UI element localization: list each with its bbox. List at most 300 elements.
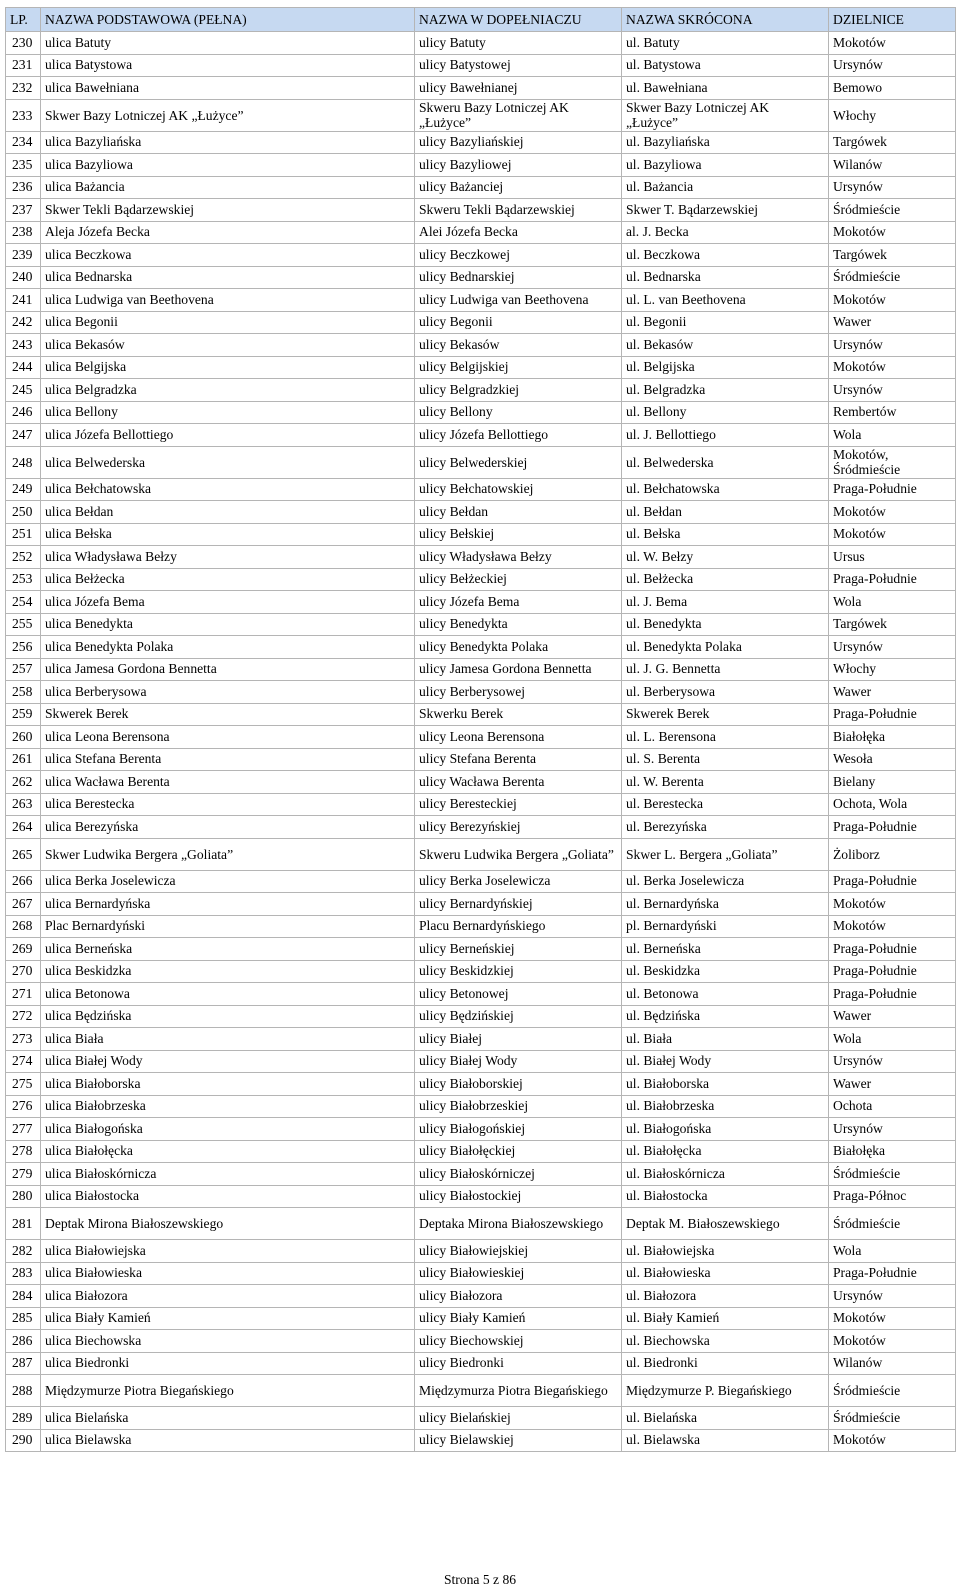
row-genitive: ulicy Bażanciej: [415, 176, 622, 199]
row-genitive: ulicy Belgradzkiej: [415, 379, 622, 402]
row-full-name: ulica Beczkowa: [41, 244, 415, 267]
row-lp: 259: [6, 703, 41, 726]
row-lp: 274: [6, 1050, 41, 1073]
row-lp: 244: [6, 356, 41, 379]
table-row: [6, 54, 956, 77]
table-row: [6, 1307, 956, 1330]
table-row: [6, 681, 956, 704]
row-lp: 275: [6, 1073, 41, 1096]
row-lp: 276: [6, 1095, 41, 1118]
table-body: [6, 32, 956, 1452]
row-lp: 241: [6, 289, 41, 312]
table-row: [6, 726, 956, 749]
row-lp: 250: [6, 501, 41, 524]
header-districts: DZIELNICE: [829, 8, 956, 32]
table-row: [6, 1375, 956, 1407]
row-districts: Ursynów: [829, 1285, 956, 1308]
row-lp: 246: [6, 401, 41, 424]
row-districts: Mokotów: [829, 501, 956, 524]
row-full-name: ulica Białobrzeska: [41, 1095, 415, 1118]
row-genitive: ulicy Bazyliowej: [415, 154, 622, 177]
table-row: [6, 1185, 956, 1208]
row-lp: 264: [6, 816, 41, 839]
row-lp: 280: [6, 1185, 41, 1208]
table-row: [6, 154, 956, 177]
row-short-name: ul. W. Berenta: [622, 771, 829, 794]
header-genitive: NAZWA W DOPEŁNIACZU: [415, 8, 622, 32]
row-full-name: ulica Belwederska: [41, 446, 415, 478]
row-districts: Śródmieście: [829, 266, 956, 289]
table-row: [6, 1050, 956, 1073]
row-genitive: ulicy Betonowej: [415, 983, 622, 1006]
row-lp: 233: [6, 99, 41, 131]
row-full-name: ulica Bellony: [41, 401, 415, 424]
row-genitive: ulicy Batystowej: [415, 54, 622, 77]
table-row: [6, 1073, 956, 1096]
row-genitive: ulicy Bełskiej: [415, 523, 622, 546]
row-short-name: ul. W. Bełzy: [622, 546, 829, 569]
row-short-name: ul. Bełżecka: [622, 568, 829, 591]
row-short-name: ul. Biedronki: [622, 1352, 829, 1375]
row-genitive: ulicy Belgijskiej: [415, 356, 622, 379]
row-lp: 238: [6, 221, 41, 244]
row-short-name: ul. Batystowa: [622, 54, 829, 77]
table-row: [6, 703, 956, 726]
row-genitive: ulicy Belwederskiej: [415, 446, 622, 478]
row-genitive: ulicy Begonii: [415, 311, 622, 334]
row-full-name: ulica Benedykta Polaka: [41, 636, 415, 659]
row-genitive: Placu Bernardyńskiego: [415, 915, 622, 938]
row-full-name: ulica Białoborska: [41, 1073, 415, 1096]
row-districts: Wola: [829, 1240, 956, 1263]
row-short-name: ul. Belwederska: [622, 446, 829, 478]
row-full-name: ulica Berezyńska: [41, 816, 415, 839]
row-districts: Ursynów: [829, 1118, 956, 1141]
row-genitive: ulicy Będzińskiej: [415, 1005, 622, 1028]
table-row: [6, 77, 956, 100]
row-full-name: ulica Bełchatowska: [41, 478, 415, 501]
row-full-name: Skwer Tekli Bądarzewskiej: [41, 199, 415, 222]
header-lp: LP.: [6, 8, 41, 32]
row-full-name: ulica Bełżecka: [41, 568, 415, 591]
table-row: [6, 379, 956, 402]
row-genitive: ulicy Białogońskiej: [415, 1118, 622, 1141]
row-lp: 245: [6, 379, 41, 402]
table-row: [6, 199, 956, 222]
row-lp: 266: [6, 870, 41, 893]
row-short-name: ul. Bażancia: [622, 176, 829, 199]
header-row: [6, 8, 956, 32]
row-lp: 234: [6, 131, 41, 154]
table-row: [6, 1285, 956, 1308]
row-full-name: ulica Bełdan: [41, 501, 415, 524]
row-genitive: ulicy Józefa Bema: [415, 591, 622, 614]
row-short-name: ul. Berezyńska: [622, 816, 829, 839]
row-lp: 285: [6, 1307, 41, 1330]
table-row: [6, 793, 956, 816]
row-districts: Włochy: [829, 99, 956, 131]
row-short-name: ul. Bernardyńska: [622, 893, 829, 916]
row-full-name: ulica Beskidzka: [41, 960, 415, 983]
table-row: [6, 591, 956, 614]
table-row: [6, 424, 956, 447]
row-full-name: ulica Betonowa: [41, 983, 415, 1006]
row-districts: Ursynów: [829, 54, 956, 77]
row-full-name: ulica Biedronki: [41, 1352, 415, 1375]
row-districts: Mokotów, Śródmieście: [829, 446, 956, 478]
row-lp: 262: [6, 771, 41, 794]
row-full-name: ulica Białowieska: [41, 1262, 415, 1285]
row-full-name: ulica Stefana Berenta: [41, 748, 415, 771]
row-districts: Mokotów: [829, 1429, 956, 1452]
row-genitive: ulicy Beczkowej: [415, 244, 622, 267]
row-genitive: ulicy Berezyńskiej: [415, 816, 622, 839]
table-row: [6, 915, 956, 938]
row-genitive: ulicy Bernardyńskiej: [415, 893, 622, 916]
row-districts: Śródmieście: [829, 1163, 956, 1186]
row-districts: Mokotów: [829, 1307, 956, 1330]
row-full-name: ulica Ludwiga van Beethovena: [41, 289, 415, 312]
row-short-name: ul. Belgijska: [622, 356, 829, 379]
row-short-name: ul. Bazyliowa: [622, 154, 829, 177]
row-districts: Wawer: [829, 1005, 956, 1028]
row-districts: Wilanów: [829, 154, 956, 177]
header-short-name: NAZWA SKRÓCONA: [622, 8, 829, 32]
row-short-name: Skwer T. Bądarzewskiej: [622, 199, 829, 222]
row-full-name: ulica Białowiejska: [41, 1240, 415, 1263]
row-lp: 230: [6, 32, 41, 55]
row-lp: 272: [6, 1005, 41, 1028]
table-row: [6, 1429, 956, 1452]
row-genitive: ulicy Białoskórniczej: [415, 1163, 622, 1186]
table-row: [6, 99, 956, 131]
row-short-name: ul. Bielańska: [622, 1407, 829, 1430]
row-lp: 269: [6, 938, 41, 961]
row-districts: Praga-Północ: [829, 1185, 956, 1208]
row-lp: 273: [6, 1028, 41, 1051]
table-row: [6, 816, 956, 839]
row-lp: 236: [6, 176, 41, 199]
row-lp: 286: [6, 1330, 41, 1353]
row-full-name: ulica Benedykta: [41, 613, 415, 636]
table-row: [6, 1407, 956, 1430]
page-number: Strona 5 z 86: [443, 1572, 517, 1587]
row-genitive: ulicy Białowiejskiej: [415, 1240, 622, 1263]
row-districts: Bemowo: [829, 77, 956, 100]
row-genitive: ulicy Benedykta: [415, 613, 622, 636]
table-row: [6, 658, 956, 681]
row-full-name: ulica Biała: [41, 1028, 415, 1051]
table-row: [6, 1118, 956, 1141]
row-lp: 251: [6, 523, 41, 546]
row-genitive: ulicy Białozora: [415, 1285, 622, 1308]
row-genitive: ulicy Białej: [415, 1028, 622, 1051]
table-row: [6, 501, 956, 524]
row-genitive: ulicy Bełżeckiej: [415, 568, 622, 591]
table-row: [6, 838, 956, 870]
row-districts: Targówek: [829, 244, 956, 267]
row-districts: Wola: [829, 1028, 956, 1051]
row-districts: Wawer: [829, 681, 956, 704]
row-full-name: ulica Bawełniana: [41, 77, 415, 100]
row-lp: 284: [6, 1285, 41, 1308]
row-short-name: ul. Bawełniana: [622, 77, 829, 100]
row-districts: Śródmieście: [829, 199, 956, 222]
row-genitive: ulicy Berka Joselewicza: [415, 870, 622, 893]
table-row: [6, 311, 956, 334]
row-districts: Mokotów: [829, 893, 956, 916]
row-full-name: ulica Bednarska: [41, 266, 415, 289]
row-lp: 242: [6, 311, 41, 334]
row-districts: Włochy: [829, 658, 956, 681]
row-short-name: ul. J. Bellottiego: [622, 424, 829, 447]
row-lp: 249: [6, 478, 41, 501]
row-genitive: ulicy Benedykta Polaka: [415, 636, 622, 659]
row-short-name: pl. Bernardyński: [622, 915, 829, 938]
row-lp: 270: [6, 960, 41, 983]
row-genitive: ulicy Białołęckiej: [415, 1140, 622, 1163]
table-row: [6, 289, 956, 312]
row-districts: Ursynów: [829, 1050, 956, 1073]
row-short-name: ul. Belgradzka: [622, 379, 829, 402]
row-short-name: ul. Bekasów: [622, 334, 829, 357]
row-lp: 252: [6, 546, 41, 569]
table-row: [6, 1163, 956, 1186]
table-row: [6, 131, 956, 154]
row-lp: 240: [6, 266, 41, 289]
row-genitive: ulicy Berberysowej: [415, 681, 622, 704]
row-districts: Praga-Południe: [829, 1262, 956, 1285]
row-full-name: ulica Będzińska: [41, 1005, 415, 1028]
row-lp: 263: [6, 793, 41, 816]
row-full-name: ulica Biechowska: [41, 1330, 415, 1353]
table-row: [6, 1330, 956, 1353]
table-row: [6, 1352, 956, 1375]
row-genitive: ulicy Beresteckiej: [415, 793, 622, 816]
row-full-name: ulica Bernardyńska: [41, 893, 415, 916]
table-row: [6, 401, 956, 424]
row-lp: 260: [6, 726, 41, 749]
row-full-name: ulica Józefa Bema: [41, 591, 415, 614]
row-short-name: ul. Betonowa: [622, 983, 829, 1006]
row-genitive: ulicy Bielańskiej: [415, 1407, 622, 1430]
row-districts: Białołęka: [829, 726, 956, 749]
row-districts: Wola: [829, 591, 956, 614]
row-short-name: ul. J. G. Bennetta: [622, 658, 829, 681]
table-row: [6, 893, 956, 916]
row-genitive: ulicy Beskidzkiej: [415, 960, 622, 983]
row-districts: Ursynów: [829, 636, 956, 659]
row-short-name: ul. L. van Beethovena: [622, 289, 829, 312]
row-districts: Praga-Południe: [829, 983, 956, 1006]
row-districts: Ursynów: [829, 334, 956, 357]
table-row: [6, 1240, 956, 1263]
row-lp: 278: [6, 1140, 41, 1163]
row-full-name: Skwerek Berek: [41, 703, 415, 726]
row-full-name: ulica Białej Wody: [41, 1050, 415, 1073]
row-full-name: ulica Batystowa: [41, 54, 415, 77]
row-lp: 239: [6, 244, 41, 267]
row-lp: 257: [6, 658, 41, 681]
row-districts: Śródmieście: [829, 1407, 956, 1430]
row-full-name: Skwer Ludwika Bergera „Goliata”: [41, 838, 415, 870]
row-full-name: ulica Berberysowa: [41, 681, 415, 704]
row-lp: 247: [6, 424, 41, 447]
row-districts: Bielany: [829, 771, 956, 794]
row-genitive: ulicy Wacława Berenta: [415, 771, 622, 794]
row-lp: 237: [6, 199, 41, 222]
row-lp: 258: [6, 681, 41, 704]
row-short-name: ul. Berberysowa: [622, 681, 829, 704]
row-districts: Wilanów: [829, 1352, 956, 1375]
row-districts: Ochota: [829, 1095, 956, 1118]
row-genitive: ulicy Białobrzeskiej: [415, 1095, 622, 1118]
row-short-name: ul. Bazyliańska: [622, 131, 829, 154]
table-row: [6, 1140, 956, 1163]
row-short-name: Międzymurze P. Biegańskiego: [622, 1375, 829, 1407]
row-full-name: Skwer Bazy Lotniczej AK „Łużyce”: [41, 99, 415, 131]
row-lp: 255: [6, 613, 41, 636]
row-genitive: ulicy Batuty: [415, 32, 622, 55]
row-districts: Praga-Południe: [829, 816, 956, 839]
row-short-name: ul. Bednarska: [622, 266, 829, 289]
row-genitive: ulicy Białostockiej: [415, 1185, 622, 1208]
table-row: [6, 266, 956, 289]
row-genitive: ulicy Berneńskiej: [415, 938, 622, 961]
row-full-name: ulica Belgradzka: [41, 379, 415, 402]
row-short-name: Skwerek Berek: [622, 703, 829, 726]
row-districts: Wola: [829, 424, 956, 447]
row-short-name: ul. Bełska: [622, 523, 829, 546]
row-full-name: ulica Wacława Berenta: [41, 771, 415, 794]
table-row: [6, 1028, 956, 1051]
table-row: [6, 748, 956, 771]
row-districts: Śródmieście: [829, 1375, 956, 1407]
table-row: [6, 636, 956, 659]
row-genitive: ulicy Biechowskiej: [415, 1330, 622, 1353]
row-lp: 267: [6, 893, 41, 916]
row-genitive: ulicy Bednarskiej: [415, 266, 622, 289]
table-row: [6, 983, 956, 1006]
row-districts: Targówek: [829, 131, 956, 154]
row-short-name: ul. Białowiejska: [622, 1240, 829, 1263]
row-short-name: ul. Beskidzka: [622, 960, 829, 983]
row-short-name: ul. S. Berenta: [622, 748, 829, 771]
row-short-name: ul. Benedykta Polaka: [622, 636, 829, 659]
row-full-name: Deptak Mirona Białoszewskiego: [41, 1208, 415, 1240]
row-lp: 288: [6, 1375, 41, 1407]
row-full-name: Aleja Józefa Becka: [41, 221, 415, 244]
row-districts: Wawer: [829, 311, 956, 334]
row-genitive: ulicy Białoborskiej: [415, 1073, 622, 1096]
row-short-name: ul. Białoborska: [622, 1073, 829, 1096]
row-full-name: ulica Batuty: [41, 32, 415, 55]
row-genitive: ulicy Jamesa Gordona Bennetta: [415, 658, 622, 681]
row-genitive: ulicy Bawełnianej: [415, 77, 622, 100]
table-row: [6, 356, 956, 379]
row-districts: Praga-Południe: [829, 870, 956, 893]
row-short-name: ul. Białołęcka: [622, 1140, 829, 1163]
row-lp: 253: [6, 568, 41, 591]
row-genitive: ulicy Biały Kamień: [415, 1307, 622, 1330]
row-short-name: ul. Białowieska: [622, 1262, 829, 1285]
row-short-name: ul. Beczkowa: [622, 244, 829, 267]
table-row: [6, 1208, 956, 1240]
table-row: [6, 546, 956, 569]
table-row: [6, 1262, 956, 1285]
row-lp: 279: [6, 1163, 41, 1186]
row-genitive: Deptaka Mirona Białoszewskiego: [415, 1208, 622, 1240]
row-genitive: Skweru Ludwika Bergera „Goliata”: [415, 838, 622, 870]
row-genitive: ulicy Białowieskiej: [415, 1262, 622, 1285]
table-row: [6, 523, 956, 546]
row-full-name: ulica Berka Joselewicza: [41, 870, 415, 893]
row-districts: Śródmieście: [829, 1208, 956, 1240]
row-genitive: Alei Józefa Becka: [415, 221, 622, 244]
row-districts: Żoliborz: [829, 838, 956, 870]
row-lp: 277: [6, 1118, 41, 1141]
row-short-name: ul. Białogońska: [622, 1118, 829, 1141]
row-genitive: Skweru Tekli Bądarzewskiej: [415, 199, 622, 222]
row-districts: Wesoła: [829, 748, 956, 771]
table-row: [6, 176, 956, 199]
row-short-name: ul. J. Bema: [622, 591, 829, 614]
streets-table: [5, 7, 956, 1452]
row-full-name: ulica Berneńska: [41, 938, 415, 961]
row-genitive: Skwerku Berek: [415, 703, 622, 726]
row-full-name: ulica Bełska: [41, 523, 415, 546]
row-districts: Praga-Południe: [829, 478, 956, 501]
row-lp: 287: [6, 1352, 41, 1375]
row-lp: 243: [6, 334, 41, 357]
row-lp: 268: [6, 915, 41, 938]
row-districts: Wawer: [829, 1073, 956, 1096]
row-districts: Ursynów: [829, 379, 956, 402]
table-row: [6, 221, 956, 244]
row-full-name: ulica Władysława Bełzy: [41, 546, 415, 569]
row-districts: Targówek: [829, 613, 956, 636]
row-lp: 232: [6, 77, 41, 100]
table-row: [6, 938, 956, 961]
row-lp: 282: [6, 1240, 41, 1263]
row-full-name: ulica Bekasów: [41, 334, 415, 357]
row-genitive: Skweru Bazy Lotniczej AK „Łużyce”: [415, 99, 622, 131]
row-short-name: ul. Berestecka: [622, 793, 829, 816]
row-districts: Mokotów: [829, 356, 956, 379]
row-short-name: ul. Bełdan: [622, 501, 829, 524]
row-short-name: al. J. Becka: [622, 221, 829, 244]
row-short-name: ul. Batuty: [622, 32, 829, 55]
row-genitive: ulicy Leona Berensona: [415, 726, 622, 749]
row-full-name: ulica Bazyliowa: [41, 154, 415, 177]
row-full-name: ulica Białozora: [41, 1285, 415, 1308]
row-districts: Praga-Południe: [829, 568, 956, 591]
row-full-name: Plac Bernardyński: [41, 915, 415, 938]
row-full-name: ulica Bazyliańska: [41, 131, 415, 154]
row-genitive: ulicy Bełchatowskiej: [415, 478, 622, 501]
row-short-name: ul. Będzińska: [622, 1005, 829, 1028]
row-lp: 235: [6, 154, 41, 177]
row-districts: Ursynów: [829, 176, 956, 199]
row-short-name: ul. Białoskórnicza: [622, 1163, 829, 1186]
row-districts: Praga-Południe: [829, 960, 956, 983]
table-row: [6, 446, 956, 478]
row-full-name: ulica Berestecka: [41, 793, 415, 816]
row-genitive: ulicy Józefa Bellottiego: [415, 424, 622, 447]
row-short-name: Skwer Bazy Lotniczej AK „Łużyce”: [622, 99, 829, 131]
row-short-name: ul. Berka Joselewicza: [622, 870, 829, 893]
row-full-name: ulica Bażancia: [41, 176, 415, 199]
